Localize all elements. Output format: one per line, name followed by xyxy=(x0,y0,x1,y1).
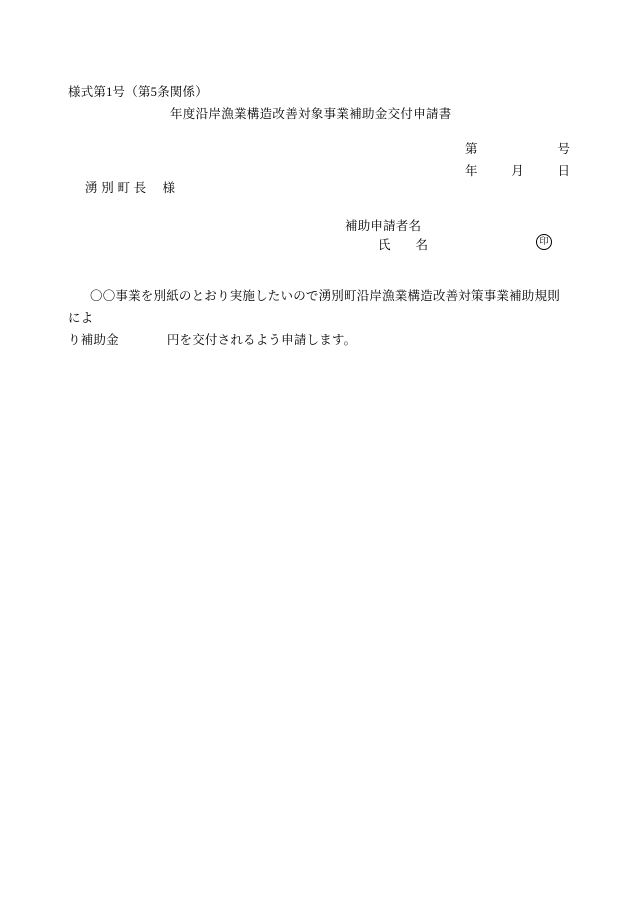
document-number-suffix: 号 xyxy=(557,142,570,156)
document-number-row xyxy=(465,139,570,157)
body-line-1: 〇〇事業を別紙のとおり実施したいので湧別町沿岸漁業構造改善対策事業補助規則によ xyxy=(68,289,560,325)
seal-stamp xyxy=(536,234,552,250)
addressee-name: 湧 別 町 長 xyxy=(85,181,147,195)
document-title: 年度沿岸漁業構造改善対象事業補助金交付申請書 xyxy=(170,107,452,121)
body-text xyxy=(68,285,568,351)
form-number: 様式第1号（第5条関係） xyxy=(68,85,208,99)
applicant-name-label: 氏 名 xyxy=(378,238,429,252)
addressee xyxy=(85,178,175,196)
body-line-2-prefix: り補助金 xyxy=(68,333,119,347)
date-day-label: 日 xyxy=(557,164,570,178)
applicant-label: 補助申請者名 xyxy=(345,219,422,233)
body-line-2-suffix: 円を交付されるよう申請します。 xyxy=(166,333,357,347)
date-month-label: 月 xyxy=(511,164,524,178)
date-year-label: 年 xyxy=(465,164,478,178)
date-row xyxy=(465,161,570,179)
applicant-name-row xyxy=(378,235,558,253)
seal-icon: 印 xyxy=(536,234,552,250)
document-number-prefix: 第 xyxy=(465,142,478,156)
addressee-honorific: 様 xyxy=(162,181,176,195)
